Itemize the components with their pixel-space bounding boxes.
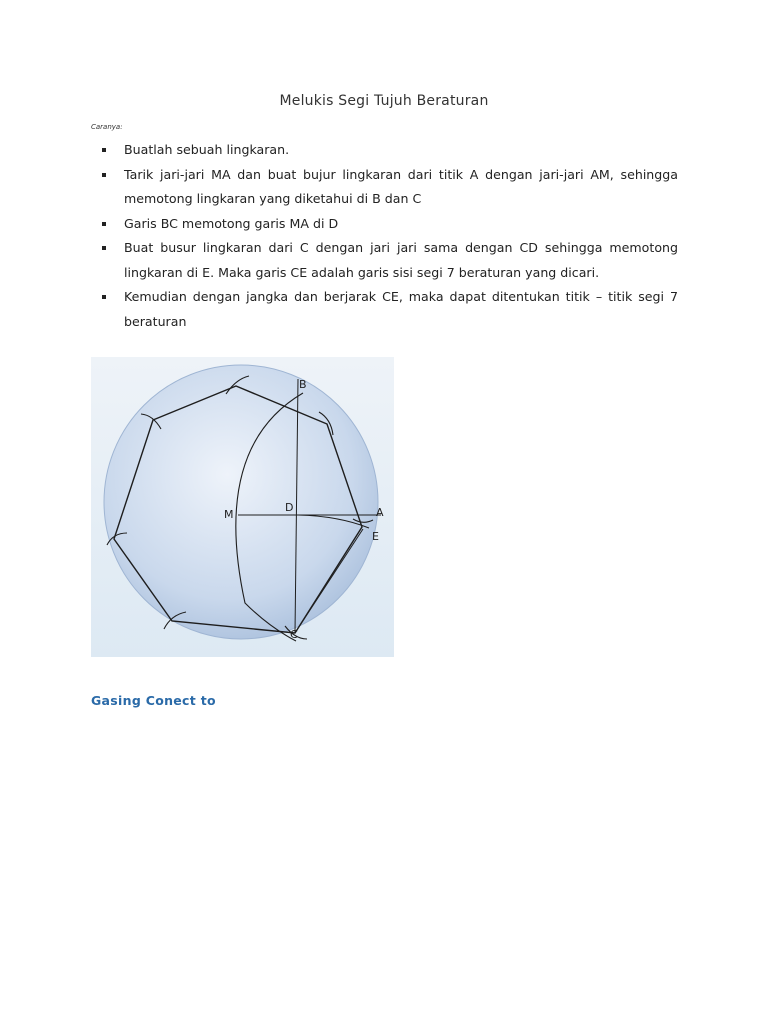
list-item: Buat busur lingkaran dari C dengan jari jari sama dengan CD sehingga memotong lingkaran di E. Maka garis CE adalah garis sisi segi 7 beraturan yang dicari.: [91, 236, 678, 285]
point-label-b: B: [299, 378, 307, 391]
steps-list: [91, 138, 678, 334]
page-title: Melukis Segi Tujuh Beraturan: [279, 93, 489, 109]
list-item: Tarik jari-jari MA dan buat bujur lingkaran dari titik A dengan jari-jari AM, sehingga memotong lingkaran yang diketahui di B dan C: [91, 163, 678, 212]
heptagon-construction-figure: [91, 357, 394, 657]
heptagon-diagram: [91, 357, 394, 657]
list-item: Kemudian dengan jangka dan berjarak CE, maka dapat ditentukan titik – titik segi 7 beraturan: [91, 285, 678, 334]
list-item: Buatlah sebuah lingkaran.: [91, 138, 678, 163]
point-label-a: A: [376, 506, 384, 519]
intro-label: Caranya:: [91, 123, 123, 131]
list-item: Garis BC memotong garis MA di D: [91, 212, 678, 237]
footer-link[interactable]: Gasing Conect to: [91, 693, 216, 708]
point-label-c: C: [290, 628, 298, 641]
point-label-e: E: [372, 530, 379, 543]
construction-circle: [104, 365, 378, 639]
point-label-d: D: [285, 501, 294, 514]
point-label-m: M: [224, 508, 234, 521]
